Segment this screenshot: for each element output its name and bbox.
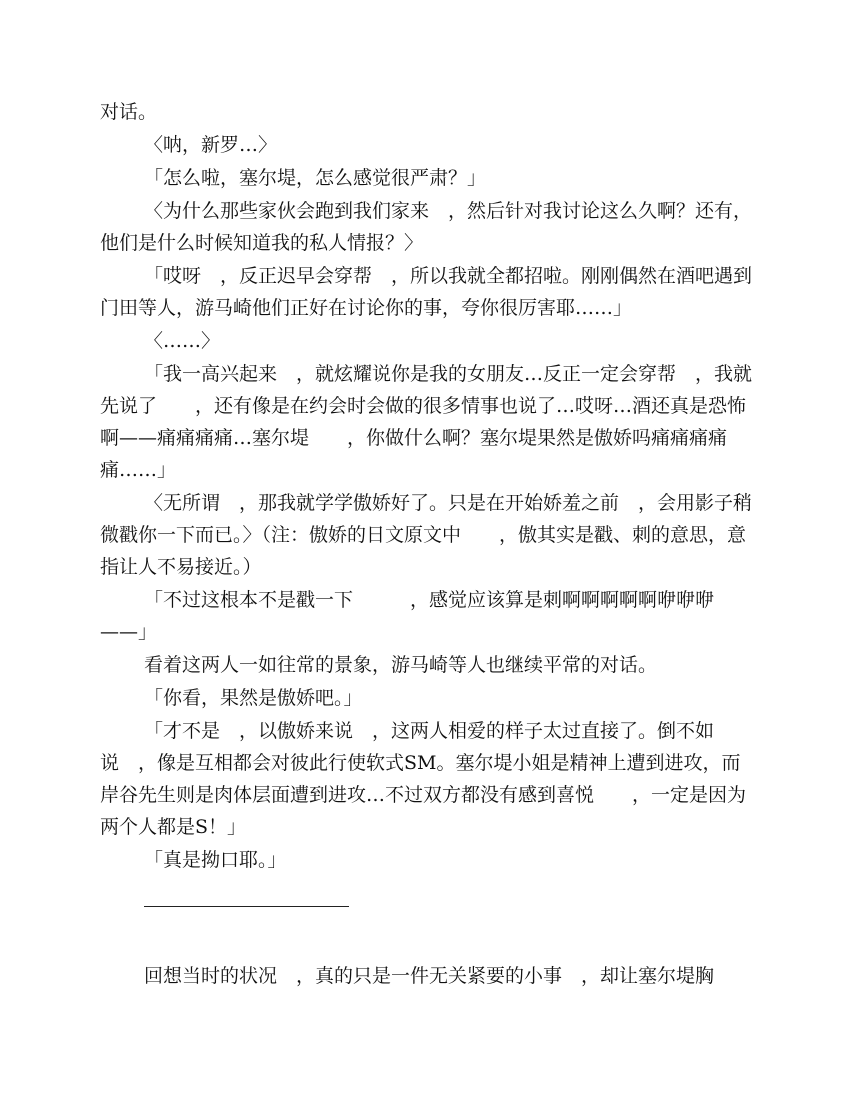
paragraph-2: 〈呐，新罗…〉 [144, 134, 278, 156]
paragraph-11: 「你看，果然是傲娇吧。」 [144, 687, 363, 709]
paragraph-12: 「才不是 ，以傲娇来说 ，这两人相爱的样子太过直接了。倒不如说 ，像是互相都会对彼此行使软式SM。塞尔堤小姐是精神上遭到进攻，而岸谷先生则是肉体层面遭到进攻…不过双方都没有感到喜悦 ，一定是因为两个人都是S！」 [100, 720, 747, 838]
paragraph-7: 「我一高兴起来 ，就炫耀说你是我的女朋友…反正一定会穿帮 ，我就先说了 ，还有像是在约会时会做的很多情事也说了…哎呀…酒还真是恐怖啊——痛痛痛痛…塞尔堤 ，你做什么啊？塞尔堤果然是傲娇吗痛痛痛痛痛……」 [100, 363, 753, 481]
paragraph-5: 「哎呀 ，反正迟早会穿帮 ，所以我就全都招啦。刚刚偶然在酒吧遇到门田等人，游马崎他们正好在讨论你的事，夸你很厉害耶……」 [100, 265, 753, 319]
paragraph-1: 对话。 [100, 101, 158, 123]
paragraph-10: 看着这两人一如往常的景象，游马崎等人也继续平常的对话。 [144, 654, 658, 676]
paragraph-6: 〈……〉 [144, 330, 221, 352]
paragraph-8: 〈无所谓 ，那我就学学傲娇好了。只是在开始娇羞之前 ，会用影子稍微戳你一下而已。〉（注：傲娇的日文原文中 ，傲其实是戳、刺的意思，意指让人不易接近。） [100, 492, 753, 578]
closing-paragraph: 回想当时的状况 ，真的只是一件无关紧要的小事 ，却让塞尔堤胸 [144, 965, 715, 987]
paragraph-13: 「真是拗口耶。」 [144, 849, 287, 871]
paragraph-3: 「怎么啦，塞尔堤，怎么感觉很严肃？」 [144, 167, 487, 189]
section-divider [144, 906, 349, 907]
paragraph-9: 「不过这根本不是戳一下 ，感觉应该算是刺啊啊啊啊啊咿咿咿——」 [100, 589, 715, 643]
document-body [100, 96, 755, 877]
paragraph-4: 〈为什么那些家伙会跑到我们家来 ，然后针对我讨论这么久啊？还有，他们是什么时候知道我的私人情报？〉 [100, 200, 753, 254]
